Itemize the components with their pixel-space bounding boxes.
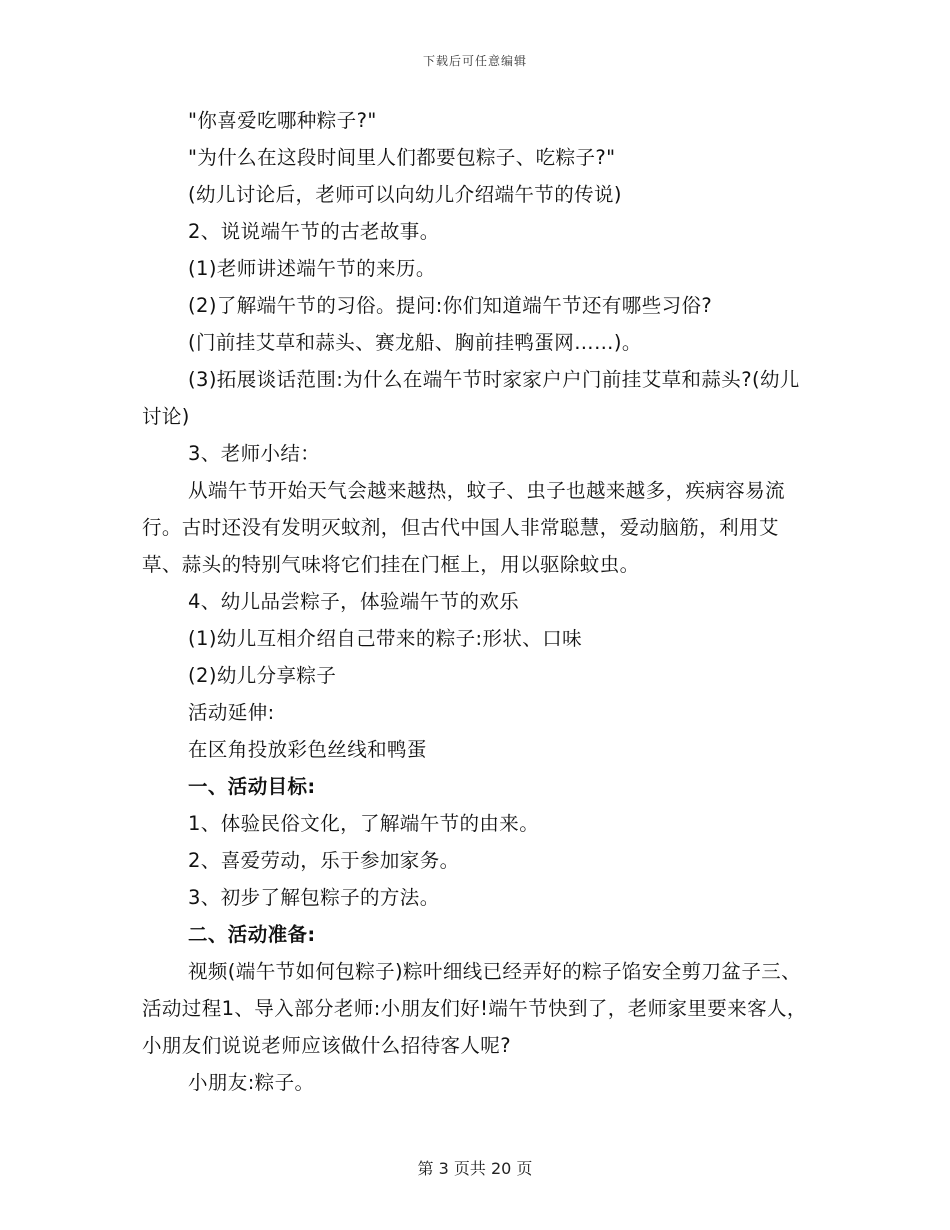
list-item-customs: (2)了解端午节的习俗。提问:你们知道端午节还有哪些习俗?: [188, 294, 713, 317]
list-item-introduce-zongzi: (1)幼儿互相介绍自己带来的粽子:形状、口味: [188, 627, 582, 650]
section-heading-tasting: 4、幼儿品尝粽子，体验端午节的欢乐: [188, 590, 520, 613]
heading-activity-goals: 一、活动目标:: [188, 775, 316, 798]
paragraph-summary: 从端午节开始天气会越来越热，蚊子、虫子也越来越多，疾病容易流行。古时还没有发明灭蚊剂，但古代中国人非常聪慧，爱动脑筋，利用艾草、蒜头的特别气味将它们挂在门框上，用以驱除蚊虫。: [142, 479, 786, 576]
paragraph-question-1: "你喜爱吃哪种粽子?": [188, 109, 377, 132]
section-heading-story: 2、说说端午节的古老故事。: [188, 220, 440, 243]
page-number: 第 3 页共 20 页: [417, 1159, 533, 1178]
paragraph-question-2: "为什么在这段时间里人们都要包粽子、吃粽子?": [188, 146, 616, 169]
paragraph-discussion-note: (幼儿讨论后，老师可以向幼儿介绍端午节的传说): [188, 183, 622, 206]
paragraph-extension-detail: 在区角投放彩色丝线和鸭蛋: [188, 738, 427, 761]
list-item-goal-2: 2、喜爱劳动，乐于参加家务。: [188, 849, 460, 872]
paragraph-preparation-process: 视频(端午节如何包粽子)粽叶细线已经弄好的粽子馅安全剪刀盆子三、活动过程1、导入部分老师:小朋友们好!端午节快到了，老师家里要来客人，小朋友们说说老师应该做什么招待客人呢?: [142, 960, 807, 1057]
page-header-note: 下载后可任意编辑: [422, 54, 527, 68]
list-item-teacher-history: (1)老师讲述端午节的来历。: [188, 257, 436, 280]
heading-activity-preparation: 二、活动准备:: [188, 923, 316, 946]
paragraph-children-answer: 小朋友:粽子。: [188, 1071, 315, 1094]
list-item-goal-3: 3、初步了解包粽子的方法。: [188, 886, 440, 909]
document-body: [142, 102, 808, 1101]
list-item-expand-talk: (3)拓展谈话范围:为什么在端午节时家家户户门前挂艾草和蒜头?(幼儿讨论): [142, 368, 800, 428]
paragraph-customs-answer: (门前挂艾草和蒜头、赛龙船、胸前挂鸭蛋网……)。: [188, 331, 642, 354]
section-heading-summary: 3、老师小结：: [188, 442, 321, 465]
list-item-share-zongzi: (2)幼儿分享粽子: [188, 664, 337, 687]
paragraph-extension-label: 活动延伸:: [188, 701, 275, 724]
list-item-goal-1: 1、体验民俗文化，了解端午节的由来。: [188, 812, 540, 835]
